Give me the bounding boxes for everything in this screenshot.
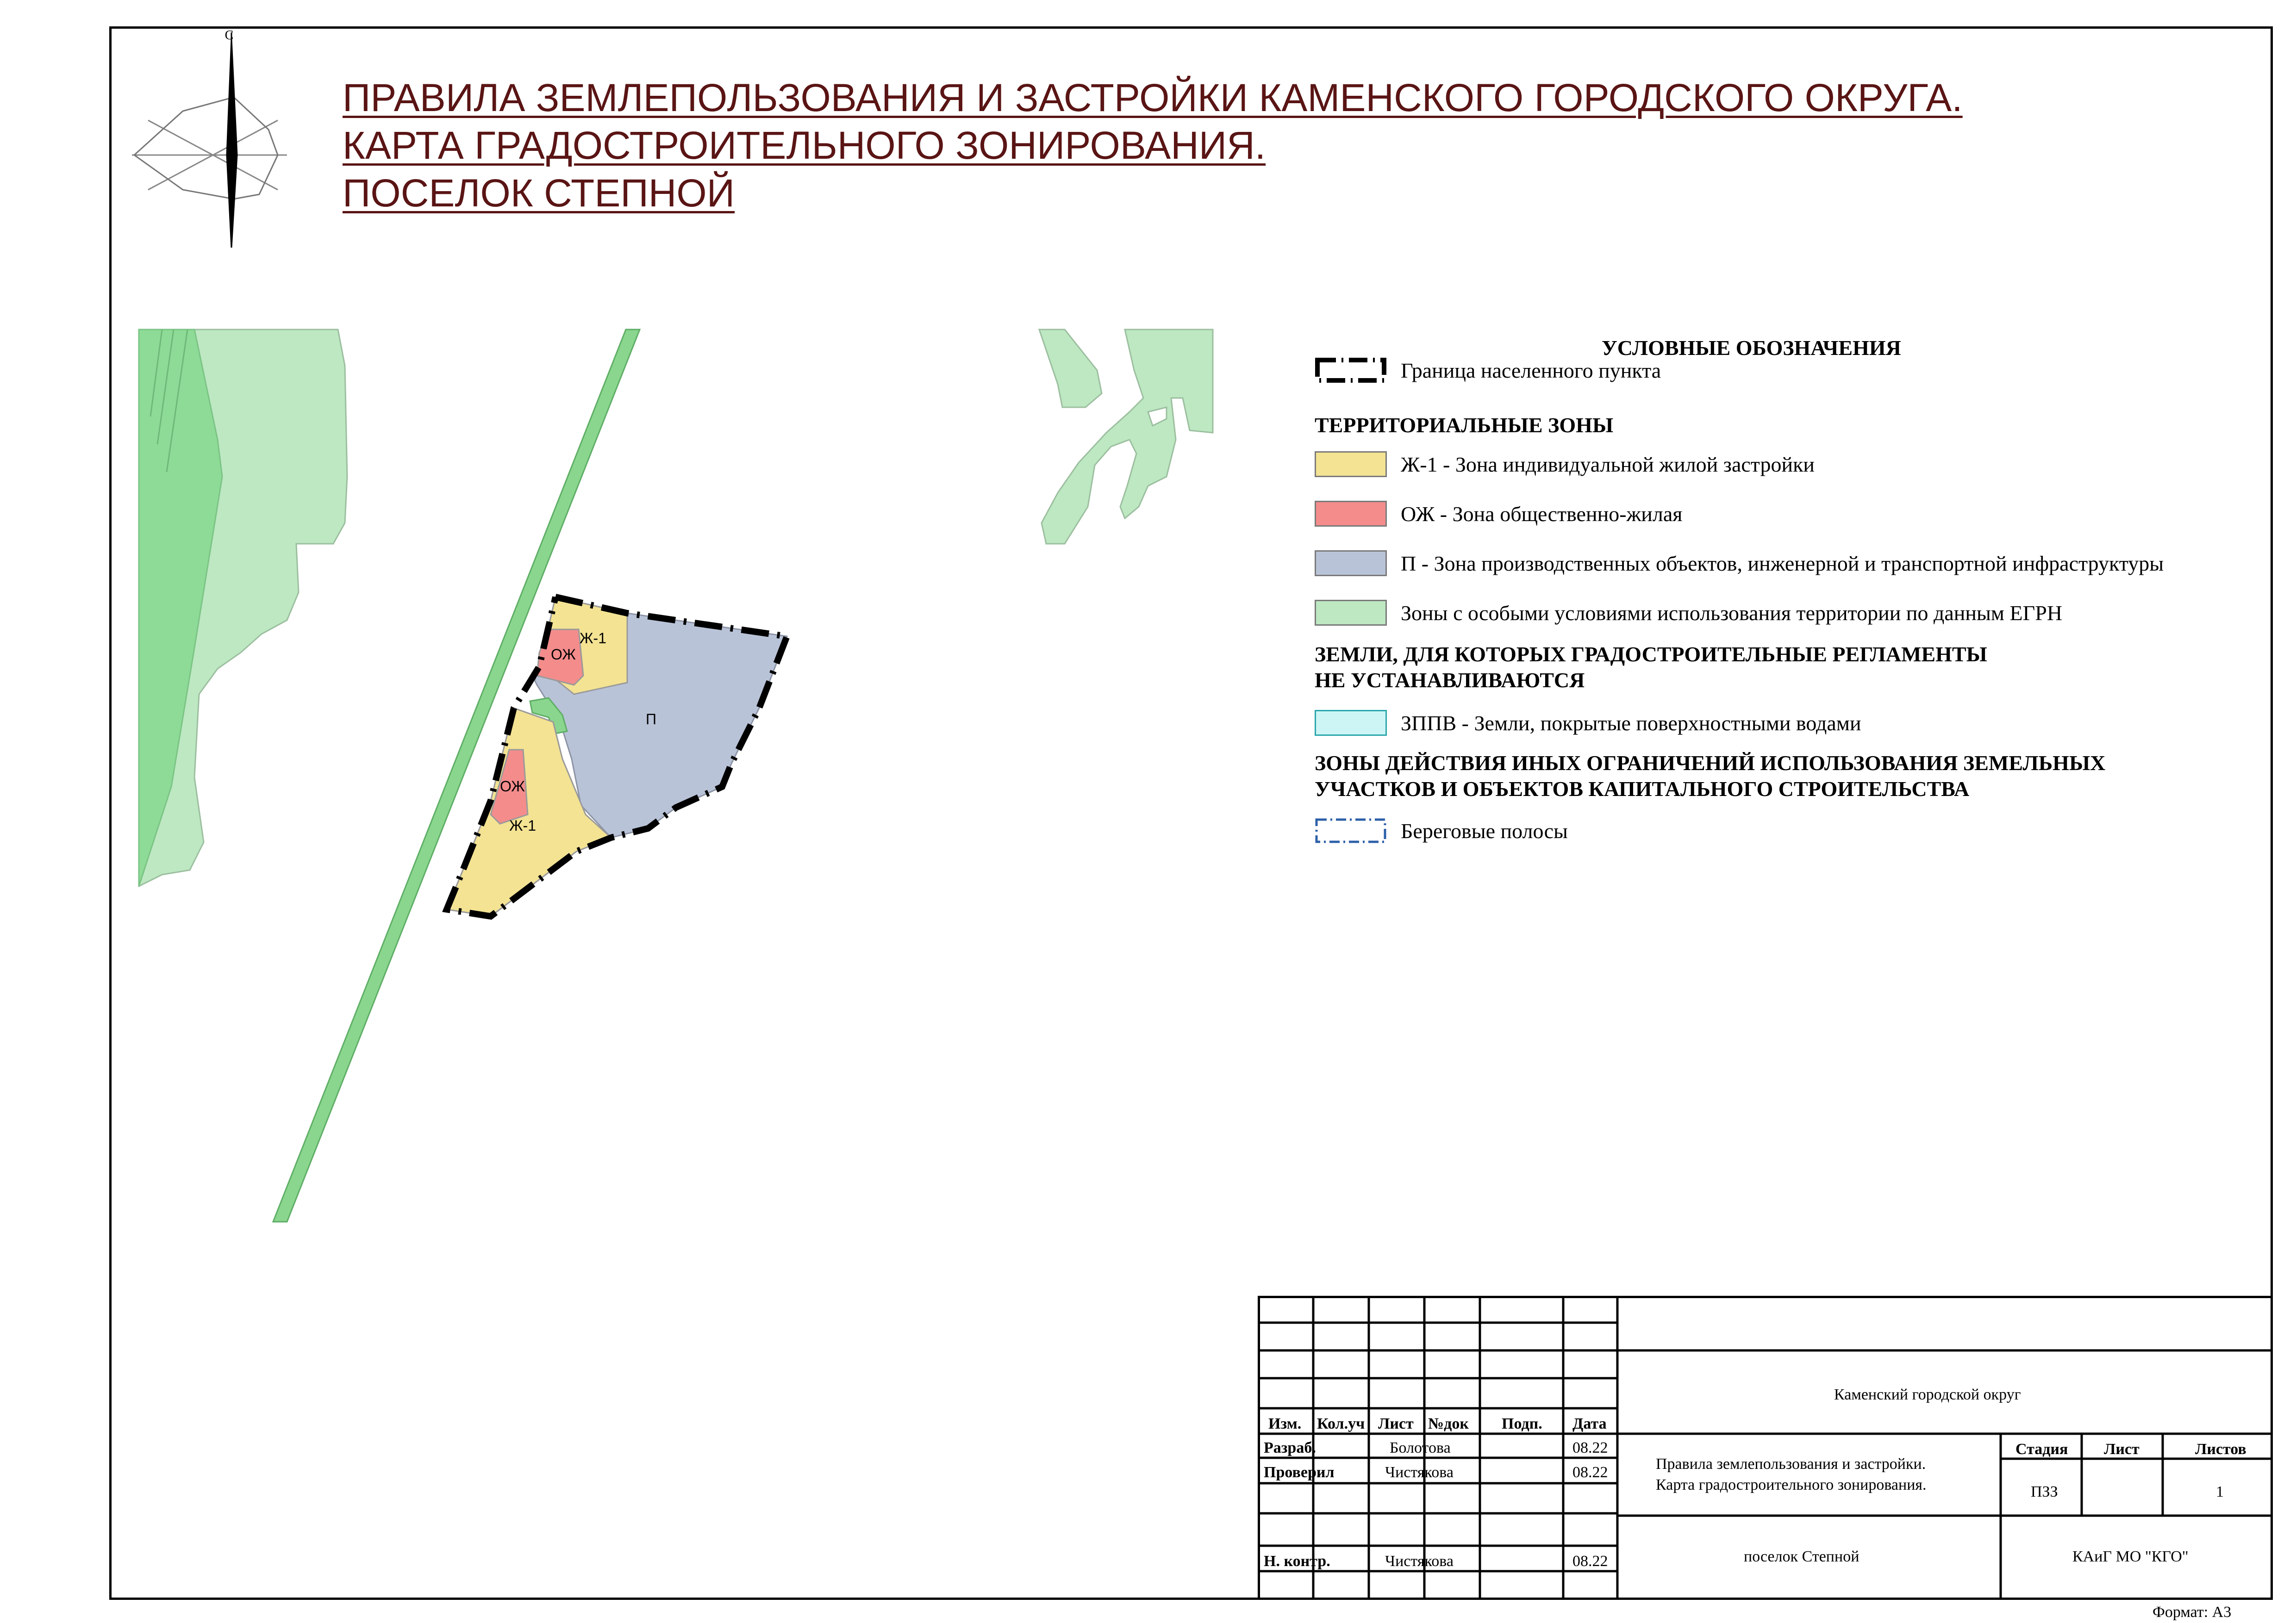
sheets-header: Листов bbox=[2195, 1441, 2246, 1458]
col-list: Лист bbox=[1378, 1415, 1414, 1432]
nkontr-date: 08.22 bbox=[1572, 1553, 1608, 1570]
legend-section-no-reg-2: НЕ УСТАНАВЛИВАЮТСЯ bbox=[1315, 668, 1585, 692]
legend-row-shore bbox=[1315, 815, 1568, 847]
format-label: Формат: А3 bbox=[2152, 1604, 2232, 1621]
swatch-ozh bbox=[1315, 501, 1387, 527]
legend-row-p bbox=[1315, 547, 2164, 579]
legend-water-text: ЗППВ - Земли, покрытые поверхностными водами bbox=[1401, 711, 1861, 735]
nkontr-name: Чистякова bbox=[1385, 1553, 1454, 1570]
stage-header: Стадия bbox=[2015, 1441, 2068, 1458]
legend-title: УСЛОВНЫЕ ОБОЗНАЧЕНИЯ bbox=[1602, 336, 1901, 360]
razrab-label: Разраб. bbox=[1264, 1439, 1316, 1456]
special-zone-right bbox=[1039, 330, 1213, 544]
zone-label-zh1-north: Ж-1 bbox=[580, 630, 606, 647]
legend-section-no-reg-1: ЗЕМЛИ, ДЛЯ КОТОРЫХ ГРАДОСТРОИТЕЛЬНЫЕ РЕГЛАМЕНТЫ bbox=[1315, 642, 1987, 666]
sheet-header: Лист bbox=[2104, 1441, 2140, 1458]
col-data: Дата bbox=[1572, 1415, 1607, 1432]
north-label: С bbox=[225, 28, 234, 43]
compass-rose bbox=[132, 32, 287, 248]
prov-label: Проверил bbox=[1264, 1464, 1335, 1481]
swatch-water bbox=[1315, 710, 1387, 736]
legend-p-text: П - Зона производственных объектов, инженерной и транспортной инфраструктуры bbox=[1401, 551, 2164, 575]
legend-row-special bbox=[1315, 597, 2062, 629]
col-kol: Кол.уч bbox=[1317, 1415, 1365, 1432]
org: КАиГ МО "КГО" bbox=[2072, 1548, 2189, 1565]
swatch-special bbox=[1315, 600, 1387, 626]
col-podp: Подп. bbox=[1502, 1415, 1542, 1432]
razrab-name: Болотова bbox=[1390, 1439, 1451, 1456]
special-zone-left bbox=[139, 330, 347, 886]
col-izm: Изм. bbox=[1268, 1415, 1302, 1432]
legend-section-other-2: УЧАСТКОВ И ОБЪЕКТОВ КАПИТАЛЬНОГО СТРОИТЕЛЬСТВА bbox=[1315, 777, 1970, 801]
stage-value: ПЗЗ bbox=[2031, 1483, 2058, 1500]
col-ndok: №док bbox=[1428, 1415, 1469, 1432]
title-line-1: ПРАВИЛА ЗЕМЛЕПОЛЬЗОВАНИЯ И ЗАСТРОЙКИ КАМЕНСКОГО ГОРОДСКОГО ОКРУГА. bbox=[343, 76, 1963, 119]
legend-row-water bbox=[1315, 707, 1861, 739]
doc-line-1: Правила землепользования и застройки. bbox=[1656, 1455, 1926, 1473]
legend-ozh-text: ОЖ - Зона общественно-жилая bbox=[1401, 502, 1683, 526]
shore-symbol bbox=[1315, 818, 1387, 844]
swatch-zh1 bbox=[1315, 451, 1387, 477]
legend-row-boundary bbox=[1315, 354, 1661, 386]
legend-section-other-1: ЗОНЫ ДЕЙСТВИЯ ИНЫХ ОГРАНИЧЕНИЙ ИСПОЛЬЗОВАНИЯ ЗЕМЕЛЬНЫХ bbox=[1315, 751, 2106, 775]
title-line-3: ПОСЕЛОК СТЕПНОЙ bbox=[343, 171, 735, 215]
zone-label-p: П bbox=[646, 711, 656, 728]
legend-row-zh1 bbox=[1315, 448, 1815, 480]
sheets-value: 1 bbox=[2216, 1483, 2224, 1500]
prov-date: 08.22 bbox=[1572, 1464, 1608, 1481]
title-line-2: КАРТА ГРАДОСТРОИТЕЛЬНОГО ЗОНИРОВАНИЯ. bbox=[343, 124, 1266, 167]
razrab-date: 08.22 bbox=[1572, 1439, 1608, 1456]
title-block bbox=[1258, 1296, 2273, 1600]
swatch-p bbox=[1315, 550, 1387, 576]
zone-label-ozh-north: ОЖ bbox=[551, 646, 576, 663]
zone-label-zh1-south: Ж-1 bbox=[509, 817, 536, 834]
boundary-symbol bbox=[1315, 357, 1387, 383]
legend-zh1-text: Ж-1 - Зона индивидуальной жилой застройки bbox=[1401, 452, 1815, 476]
legend-shore-text: Береговые полосы bbox=[1401, 819, 1568, 843]
legend-section-territorial: ТЕРРИТОРИАЛЬНЫЕ ЗОНЫ bbox=[1315, 413, 1614, 437]
nkontr-label: Н. контр. bbox=[1264, 1553, 1330, 1570]
prov-name: Чистякова bbox=[1385, 1464, 1454, 1481]
zone-label-ozh-south: ОЖ bbox=[500, 778, 525, 795]
legend-special-text: Зоны с особыми условиями использования территории по данным ЕГРН bbox=[1401, 601, 2063, 625]
legend-row-ozh bbox=[1315, 497, 1682, 530]
place: поселок Степной bbox=[1744, 1548, 1859, 1565]
doc-line-2: Карта градостроительного зонирования. bbox=[1656, 1476, 1927, 1493]
legend-boundary-text: Граница населенного пункта bbox=[1401, 358, 1661, 382]
org-top: Каменский городской округ bbox=[1834, 1386, 2021, 1403]
